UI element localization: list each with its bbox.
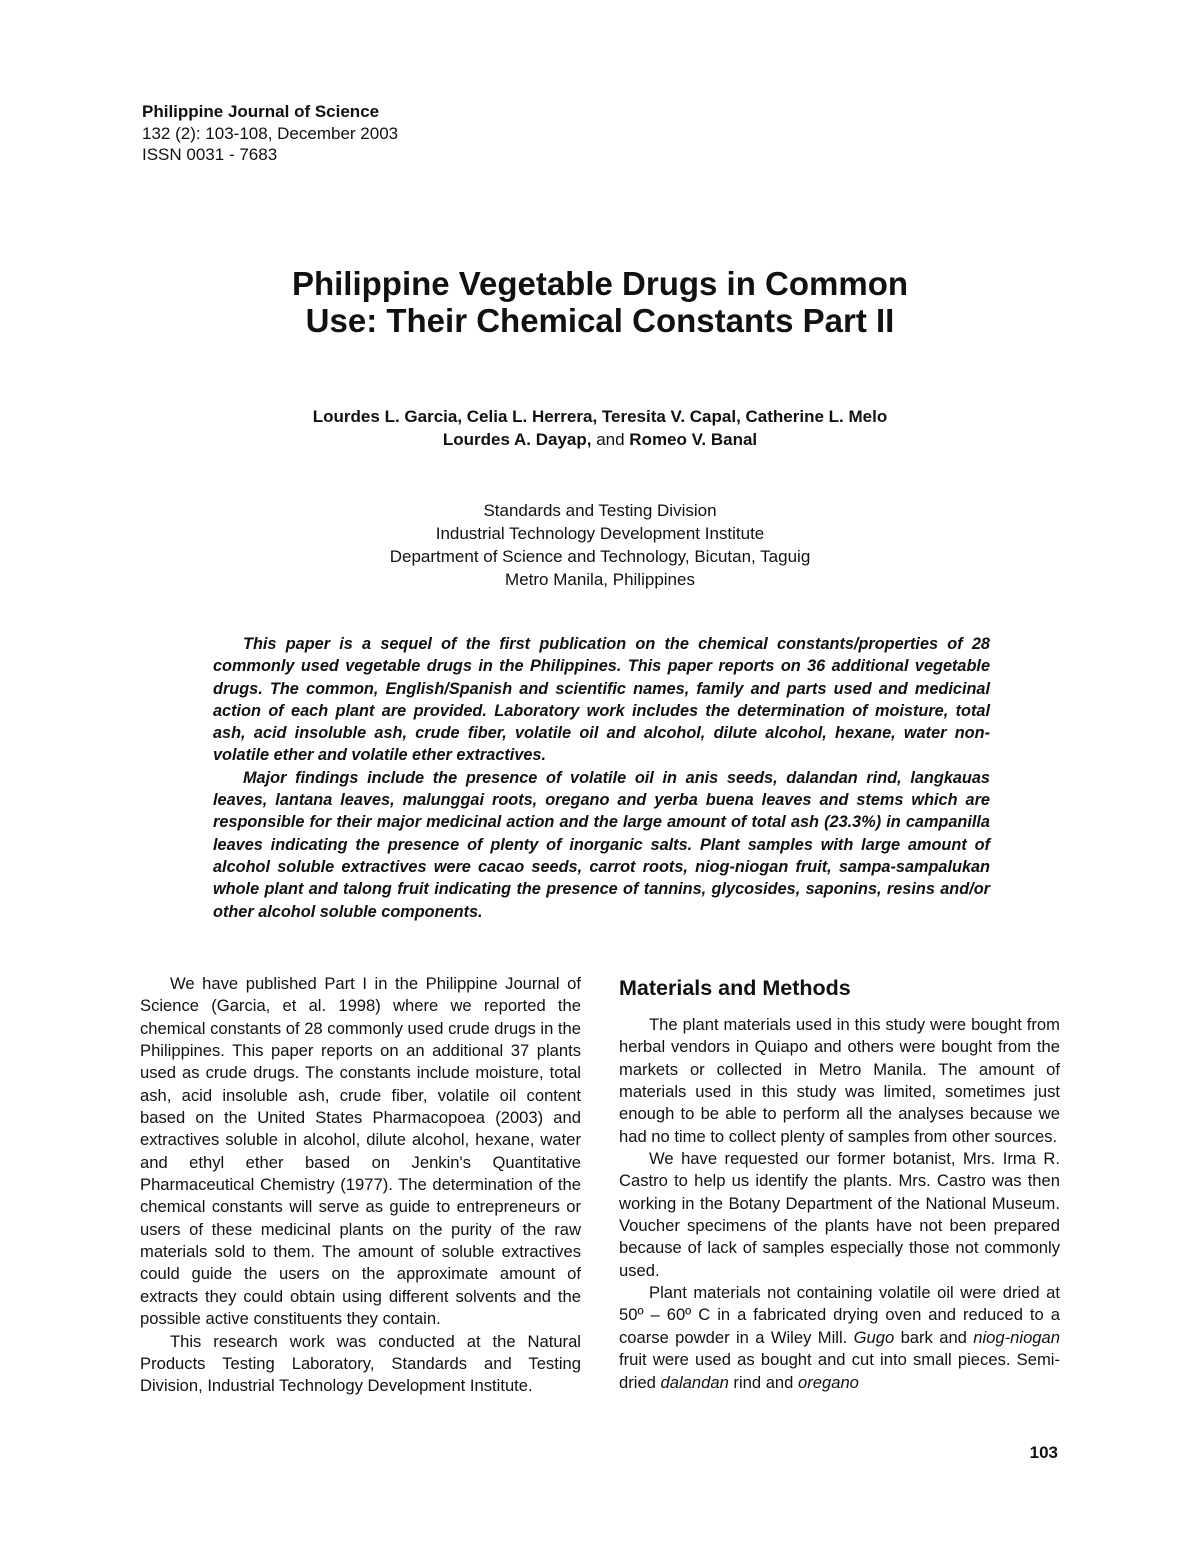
author-banal: Romeo V. Banal [629, 430, 758, 449]
text-run: bark and [894, 1327, 974, 1347]
affiliation [150, 499, 1050, 591]
abstract-paragraph: This paper is a sequel of the first publication on the chemical constants/properties of 28 commonly used vegetable drugs in the Philippines. This paper reports on 36 additional vegetable drugs. The common, English/Spanish and scientific names, family and parts used and medicinal action of each plant are provided. Laboratory work includes the determination of moisture, total ash, acid insoluble ash, crude fiber, volatile oil and alcohol, dilute alcohol, hexane, water non-volatile ether and volatile ether extractives. [213, 635, 990, 765]
page-number: 103 [1029, 1443, 1058, 1462]
journal-volume: 132 (2): 103-108, December 2003 [142, 123, 399, 143]
text-run: fruit were used as bought and cut into small pieces. Semi-dried [619, 1350, 1060, 1392]
title-line-2: Use: Their Chemical Constants Part II [305, 302, 895, 339]
italic-term: Gugo [853, 1327, 895, 1347]
body-paragraph: We have requested our former botanist, Mrs. Irma R. Castro to help us identify the plants. Mrs. Castro was then working in the Botany Department of the National Museum. Voucher specimens of the plants have not been prepared because of lack of samples especially those not commonly used. [619, 1149, 1060, 1280]
authors-line-1: Lourdes L. Garcia, Celia L. Herrera, Teresita V. Capal, Catherine L. Melo [312, 407, 888, 426]
paper-title [150, 265, 1050, 339]
methods-column [619, 975, 1060, 1394]
text-run: rind and [728, 1372, 798, 1392]
author-list [150, 405, 1050, 451]
abstract-paragraph: Major findings include the presence of volatile oil in anis seeds, dalandan rind, langkauas leaves, lantana leaves, malunggai roots, oregano and yerba buena leaves and stems which are responsible for their major medicinal action and the large amount of total ash (23.3%) in campanilla leaves indicating the presence of plenty of inorganic salts. Plant samples with large amount of alcohol soluble extractives were cacao seeds, carrot roots, niog-niogan fruit, sampa-sampalukan whole plant and talong fruit indicating the presence of tannins, glycosides, saponins, resins and/or other alcohol soluble components. [213, 768, 990, 921]
affiliation-line: Metro Manila, Philippines [505, 570, 695, 589]
body-paragraph: We have published Part I in the Philippine Journal of Science (Garcia, et al. 1998) where we reported the chemical constants of 28 commonly used crude drugs in the Philippines. This paper reports on an additional 37 plants used as crude drugs. The constants include moisture, total ash, acid insoluble ash, crude fiber, volatile oil content based on the United States Pharmacopoea (2003) and extractives soluble in alcohol, dilute alcohol, hexane, water and ethyl ether based on Jenkin's Quantitative Pharmaceutical Chemistry (1977). The determination of the chemical constants will serve as guide to entrepreneurs or users of these medicinal plants on the purity of the raw materials sold to them. The amount of soluble extractives could guide the users on the approximate amount of extracts they could obtain using different solvents and the possible active constituents they contain. [140, 974, 581, 1329]
affiliation-line: Department of Science and Technology, Bicutan, Taguig [389, 547, 811, 566]
title-line-1: Philippine Vegetable Drugs in Common [291, 265, 909, 302]
text-run: Plant materials not containing volatile oil were dried at 50º – 60º C in a fabricated drying oven and reduced to a coarse powder in a Wiley Mill. [619, 1283, 1060, 1347]
section-heading: Materials and Methods [619, 976, 851, 1000]
affiliation-line: Standards and Testing Division [483, 501, 717, 520]
body-paragraph: This research work was conducted at the Natural Products Testing Laboratory, Standards and Testing Division, Industrial Technology Development Institute. [140, 1331, 581, 1396]
italic-term: oregano [798, 1372, 859, 1392]
italic-term: dalandan [660, 1372, 729, 1392]
authors-and: and [591, 430, 630, 449]
author-dayap: Lourdes A. Dayap, [442, 430, 592, 449]
journal-issn: ISSN 0031 - 7683 [142, 145, 278, 164]
introduction-column [140, 973, 581, 1398]
body-paragraph [619, 1282, 1060, 1394]
journal-name: Philippine Journal of Science [142, 102, 380, 121]
journal-header [142, 101, 398, 166]
abstract [213, 633, 990, 923]
italic-term: niog-niogan [973, 1327, 1060, 1347]
affiliation-line: Industrial Technology Development Institute [435, 524, 765, 543]
body-paragraph: The plant materials used in this study were bought from herbal vendors in Quiapo and others were bought from the markets or collected in Metro Manila. The amount of materials used in this study was limited, sometimes just enough to be able to perform all the analyses because we had no time to collect plenty of samples from other sources. [619, 1015, 1060, 1146]
